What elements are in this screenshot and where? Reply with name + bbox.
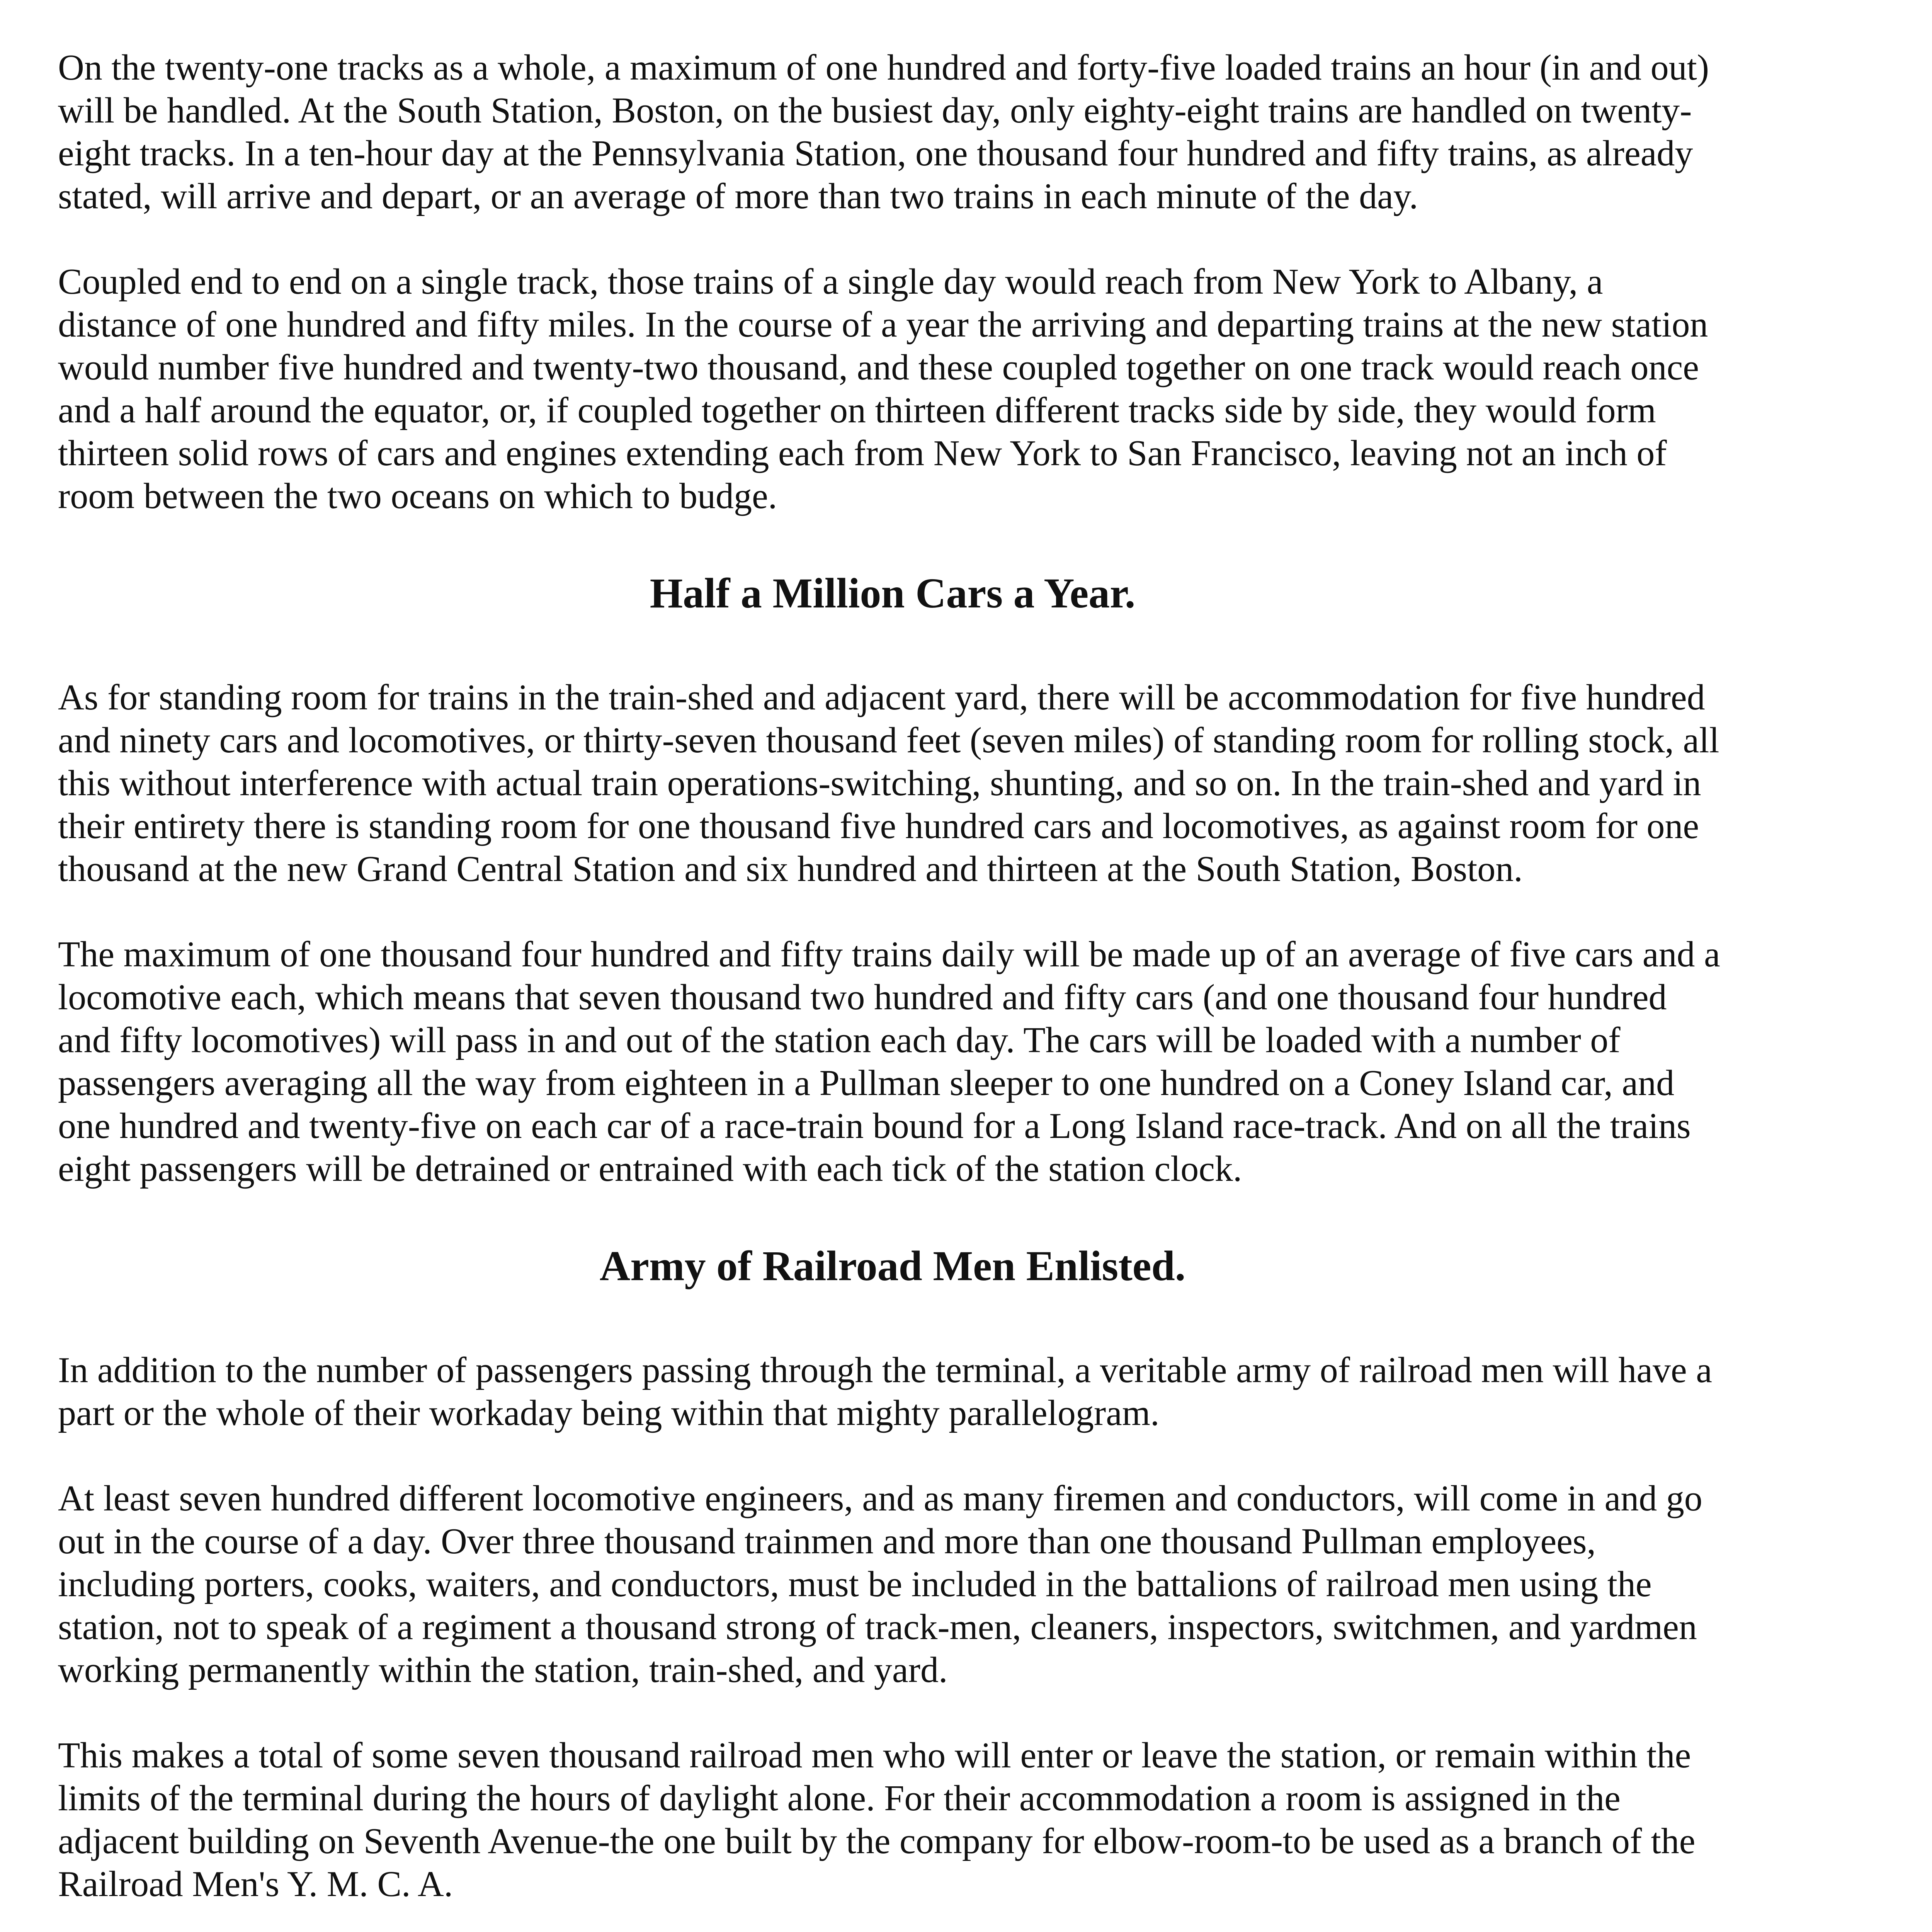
paragraph: At least seven hundred different locomotive engineers, and as many firemen and conductors, will come in and go out in the course of a day. Over three thousand trainmen and more than one thousand Pullman employees, including porters, cooks, waiters, and conductors, must be included in the battalions of railroad men using the station, not to speak of a regiment a thousand strong of track-men, cleaners, inspectors, switchmen, and yardmen working permanently within the station, train-shed, and yard.: [58, 1478, 1702, 1690]
section-heading: Army of Railroad Men Enlisted.: [599, 1242, 1186, 1289]
paragraph: As for standing room for trains in the train-shed and adjacent yard, there will be accommodation for five hundred and ninety cars and locomotives, or thirty-seven thousand feet (seven miles) of standing room for rolling stock, all this without interference with actual train operations-switching, shunting, and so on. In the train-shed and yard in their entirety there is standing room for one thousand five hundred cars and locomotives, as against room for one thousand at the new Grand Central Station and six hundred and thirteen at the South Station, Boston.: [58, 677, 1719, 889]
paragraph: Coupled end to end on a single track, those trains of a single day would reach from New York to Albany, a distance of one hundred and fifty miles. In the course of a year the arriving and departing trains at the new station would number five hundred and twenty-two thousand, and these coupled together on one track would reach once and a half around the equator, or, if coupled together on thirteen different tracks side by side, they would form thirteen solid rows of cars and engines extending each from New York to San Francisco, leaving not an inch of room between the two oceans on which to budge.: [58, 262, 1708, 516]
document-page: [58, 46, 1727, 1932]
paragraph: The maximum of one thousand four hundred and fifty trains daily will be made up of an average of five cars and a locomotive each, which means that seven thousand two hundred and fifty cars (and one thousand four hundred and fifty locomotives) will pass in and out of the station each day. The cars will be loaded with a number of passengers averaging all the way from eighteen in a Pullman sleeper to one hundred on a Coney Island car, and one hundred and twenty-five on each car of a race-train bound for a Long Island race-track. And on all the trains eight passengers will be detrained or entrained with each tick of the station clock.: [58, 934, 1720, 1189]
section-heading: Half a Million Cars a Year.: [650, 570, 1136, 617]
paragraph: In addition to the number of passengers passing through the terminal, a veritable army of railroad men will have a part or the whole of their workaday being within that mighty parallelogram.: [58, 1350, 1712, 1433]
paragraph: This makes a total of some seven thousand railroad men who will enter or leave the station, or remain within the limits of the terminal during the hours of daylight alone. For their accommodation a room is assigned in the adjacent building on Seventh Avenue-the one built by the company for elbow-room-to be used as a branch of the Railroad Men's Y. M. C. A.: [58, 1735, 1696, 1904]
paragraph: On the twenty-one tracks as a whole, a maximum of one hundred and forty-five loaded trains an hour (in and out) will be handled. At the South Station, Boston, on the busiest day, only eighty-eight trains are handled on twenty-eight tracks. In a ten-hour day at the Pennsylvania Station, one thousand four hundred and fifty trains, as already stated, will arrive and depart, or an average of more than two trains in each minute of the day.: [58, 48, 1709, 216]
